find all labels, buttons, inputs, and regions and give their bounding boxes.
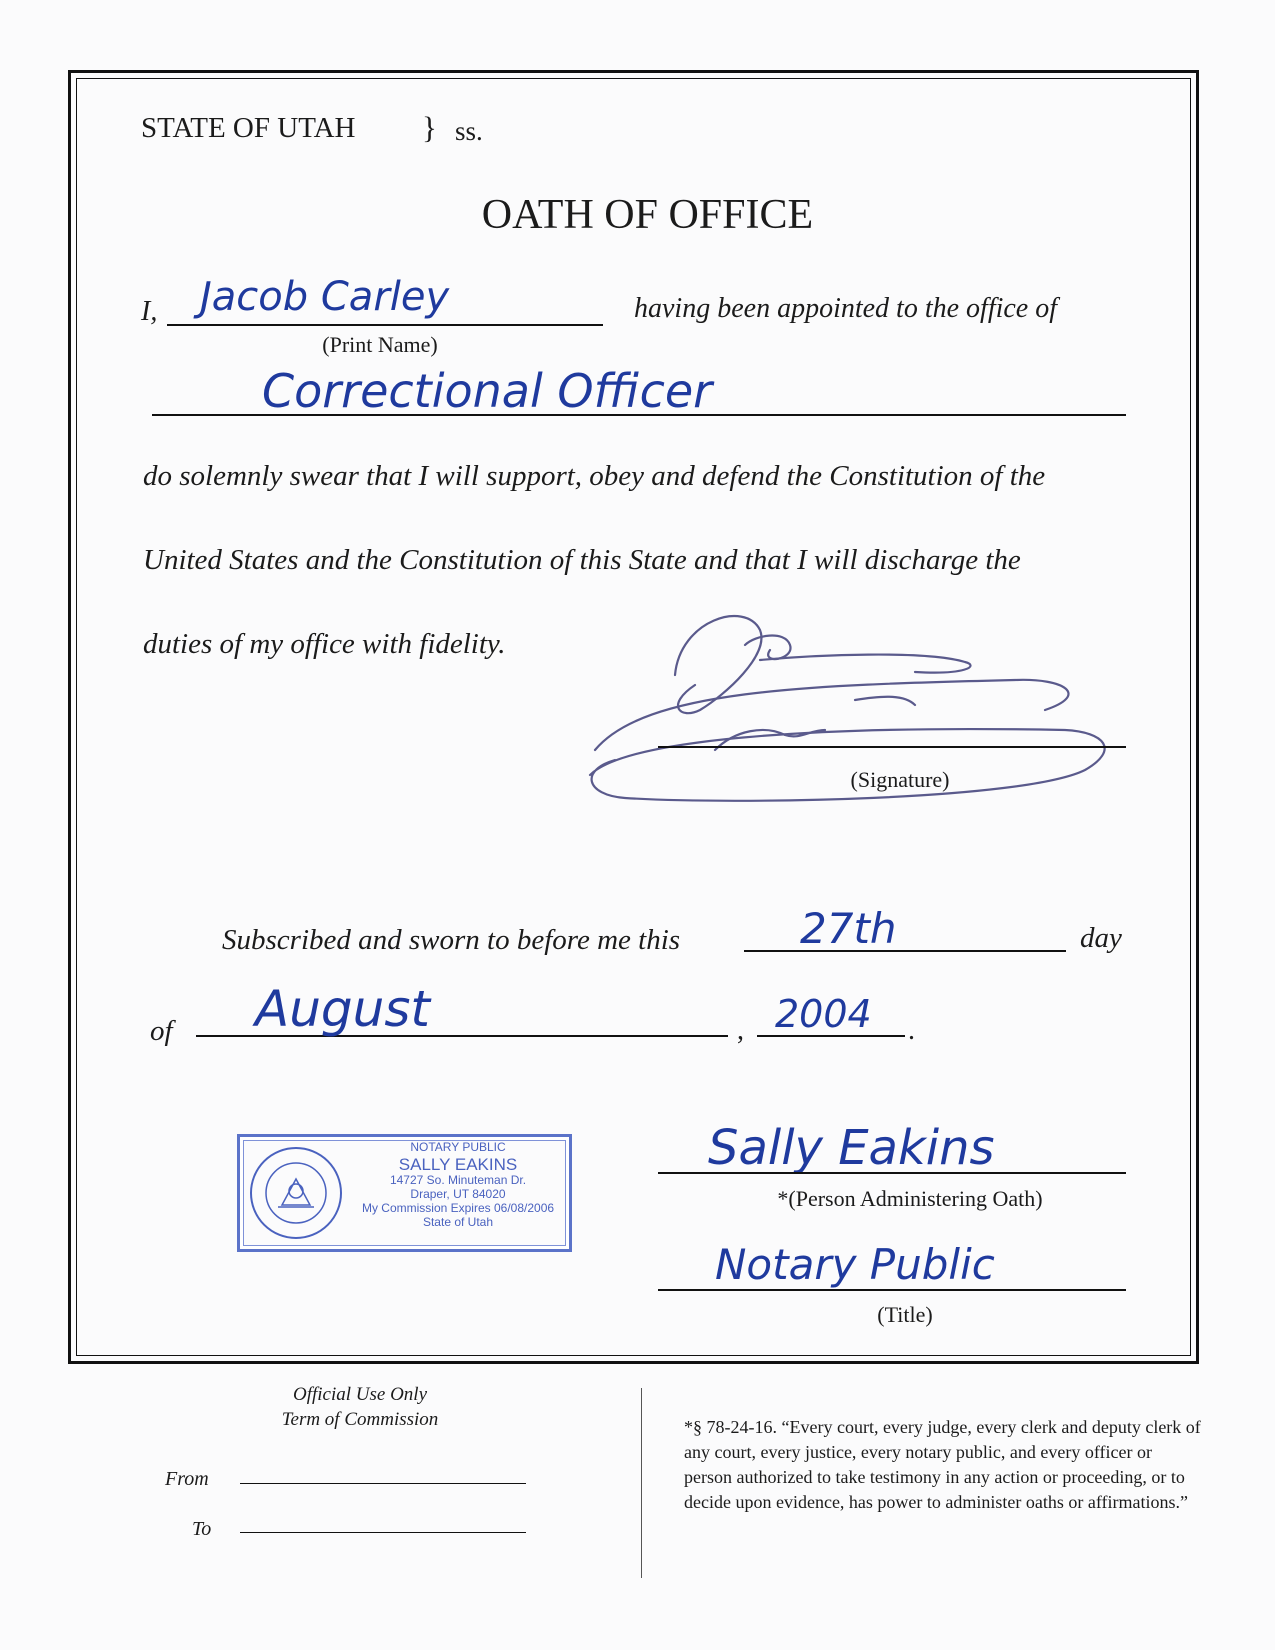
statute-note: *§ 78-24-16. “Every court, every judge, every clerk and deputy clerk of any court, every justice, every notary public, and every officer or person authorized to take testimony in any action or proceeding, or to decide upon evidence, has power to administer oaths or affirmations.” <box>684 1417 1201 1512</box>
signature-line <box>658 746 1126 748</box>
stamp-address-1: 14727 So. Minuteman Dr. <box>389 1173 527 1188</box>
official-use-label: Official Use Only <box>292 1384 428 1405</box>
day-line <box>744 950 1066 952</box>
venue-brace: } <box>422 110 437 145</box>
subscribed-text: Subscribed and sworn to before me this <box>222 924 681 956</box>
month-year-comma: , <box>737 1015 744 1046</box>
handwritten-title: Notary Public <box>715 1240 995 1289</box>
signature-caption: (Signature) <box>850 767 950 792</box>
title-line <box>658 1289 1126 1291</box>
title-caption: (Title) <box>877 1302 933 1327</box>
oath-text-line-3: duties of my office with fidelity. <box>143 628 506 660</box>
handwritten-month: August <box>255 980 430 1038</box>
document-title: OATH OF OFFICE <box>481 192 814 238</box>
stamp-heading: NOTARY PUBLIC <box>410 1140 506 1154</box>
stamp-address-2: Draper, UT 84020 <box>410 1187 506 1202</box>
oath-i-prefix: I, <box>141 296 158 327</box>
of-prefix: of <box>150 1015 173 1047</box>
stamp-name: SALLY EAKINS <box>398 1154 518 1174</box>
administrator-caption: *(Person Administering Oath) <box>777 1186 1043 1211</box>
oath-text-line-2: United States and the Constitution of this State and that I will discharge the <box>143 544 1021 576</box>
state-seal-icon <box>248 1145 344 1241</box>
administrator-line <box>658 1172 1126 1174</box>
administrator-signature: Sally Eakins <box>708 1120 995 1176</box>
footer-divider <box>641 1388 642 1578</box>
from-label: From <box>165 1468 209 1490</box>
state-label: STATE OF UTAH <box>141 112 356 144</box>
from-field[interactable] <box>240 1483 526 1484</box>
stamp-state: State of Utah <box>422 1214 494 1229</box>
appointed-text: having been appointed to the office of <box>634 293 1058 324</box>
name-line <box>167 324 603 326</box>
handwritten-day: 27th <box>800 904 897 953</box>
oath-text-line-1: do solemnly swear that I will support, obey and defend the Constitution of the <box>143 460 1046 492</box>
print-name-caption: (Print Name) <box>322 332 438 357</box>
term-label: Term of Commission <box>281 1409 439 1430</box>
year-period: . <box>908 1015 915 1046</box>
day-suffix: day <box>1080 922 1122 954</box>
ss-label: ss. <box>455 116 483 146</box>
to-field[interactable] <box>240 1532 526 1533</box>
handwritten-name: Jacob Carley <box>200 274 450 320</box>
handwritten-year: 2004 <box>775 992 872 1036</box>
handwritten-office: Correctional Officer <box>262 364 713 418</box>
stamp-commission: My Commission Expires 06/08/2006 <box>361 1200 555 1215</box>
to-label: To <box>192 1518 212 1540</box>
notary-stamp <box>237 1134 572 1252</box>
